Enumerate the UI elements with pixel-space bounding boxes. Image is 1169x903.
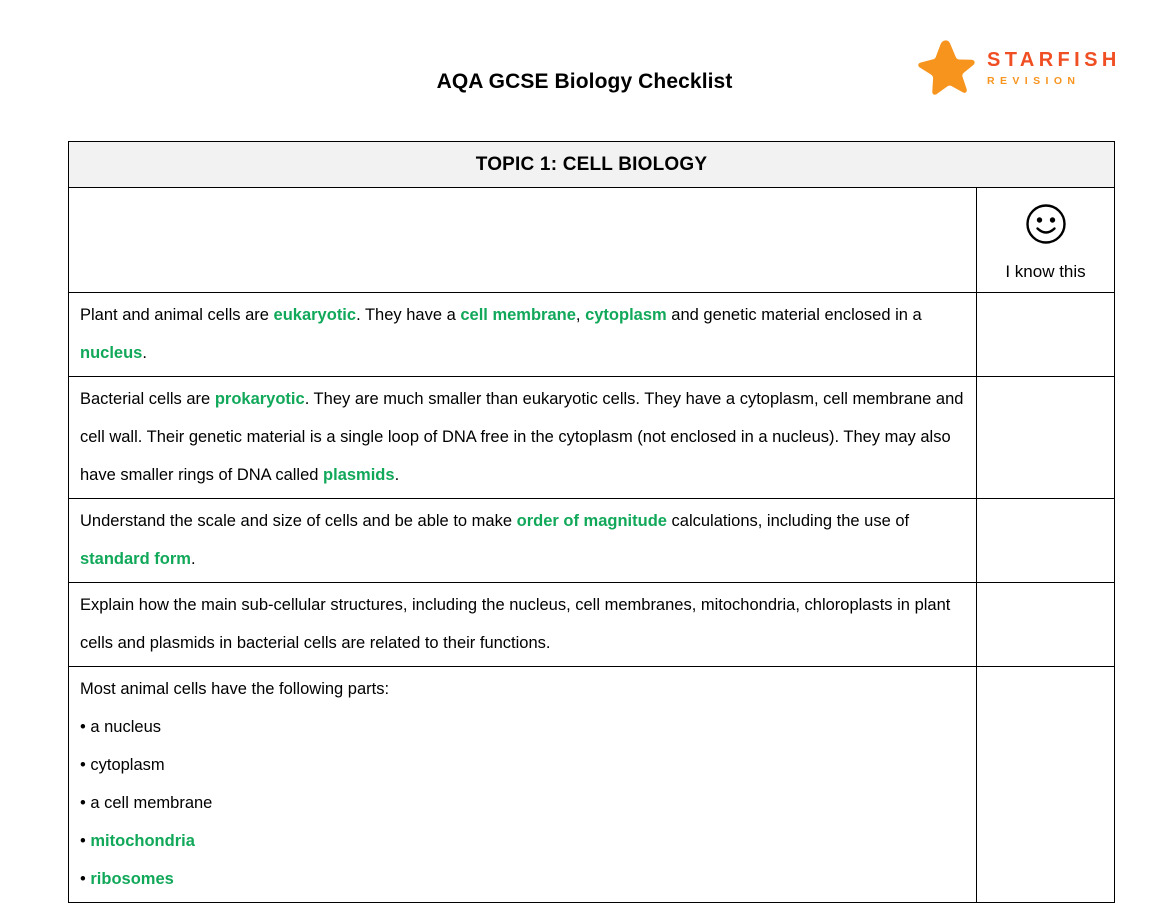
checklist-body [69, 142, 1115, 903]
bullet-icon: • [80, 794, 91, 812]
keyword-term: order of magnitude [516, 512, 667, 530]
keyword-term: mitochondria [90, 832, 195, 850]
checklist-table [68, 141, 1115, 903]
topic-title: TOPIC 1: CELL BIOLOGY [69, 142, 1115, 188]
topic-header-row [69, 142, 1115, 188]
statement-text: . [142, 344, 147, 362]
know-column-label: I know this [1005, 262, 1086, 281]
keyword-term: cytoplasm [585, 306, 667, 324]
i-know-this-checkbox-cell[interactable] [977, 499, 1115, 583]
keyword-term: standard form [80, 550, 191, 568]
statement-text: calculations, including the use of [666, 512, 910, 530]
i-know-this-checkbox-cell[interactable] [977, 583, 1115, 667]
checklist-row [69, 499, 1115, 583]
bullet-icon: • [80, 718, 91, 736]
keyword-term: ribosomes [90, 870, 174, 888]
statement-text: Understand the scale and size of cells and be able to make [80, 512, 517, 530]
list-item [80, 860, 966, 898]
keyword-term: cell membrane [460, 306, 576, 324]
statement-text: and genetic material enclosed in a [666, 306, 922, 324]
brand-logo [915, 36, 1120, 98]
bullet-icon: • [80, 756, 91, 774]
statement-cell [69, 667, 977, 903]
checklist-row [69, 667, 1115, 903]
checklist-row [69, 293, 1115, 377]
smiley-face-icon [1025, 203, 1067, 245]
statement-text: Plant and animal cells are [80, 306, 274, 324]
statement-text: Bacterial cells are [80, 390, 215, 408]
list-item [80, 784, 966, 822]
list-item [80, 822, 966, 860]
i-know-this-checkbox-cell[interactable] [977, 293, 1115, 377]
statement-text: . [394, 466, 400, 484]
checklist-row [69, 583, 1115, 667]
keyword-term: nucleus [80, 344, 143, 362]
list-item-label: a cell membrane [90, 794, 213, 812]
checklist-row [69, 377, 1115, 499]
statement-text: . [190, 550, 196, 568]
list-item-label: cytoplasm [90, 756, 165, 774]
list-item-label: a nucleus [90, 718, 162, 736]
column-header-row [69, 188, 1115, 293]
statement-cell [69, 499, 977, 583]
brand-subtitle: REVISION [987, 74, 1081, 87]
know-column-header [977, 188, 1115, 293]
page-title: AQA GCSE Biology Checklist [436, 70, 733, 93]
statement-cell [69, 293, 977, 377]
statement-column-header [69, 188, 977, 293]
list-intro: Most animal cells have the following parts: [80, 680, 390, 698]
statement-text: , [575, 306, 586, 324]
list-item [80, 708, 966, 746]
bullet-icon: • [80, 832, 91, 850]
starfish-icon [915, 38, 977, 96]
list-item [80, 746, 966, 784]
statement-text: . They are much smaller than eukaryotic cells. They have a cytoplasm, cell membrane and cell wall. Their genetic material is a single loop of DNA free in the cytoplasm (not enclosed in a nucleus). They may also have smaller rings of DNA called [80, 390, 964, 484]
brand-wordmark [987, 48, 1121, 87]
keyword-term: plasmids [323, 466, 395, 484]
keyword-term: eukaryotic [273, 306, 357, 324]
keyword-term: prokaryotic [214, 390, 305, 408]
statement-cell [69, 583, 977, 667]
i-know-this-checkbox-cell[interactable] [977, 667, 1115, 903]
brand-name: STARFISH [987, 48, 1121, 71]
bullet-icon: • [80, 870, 91, 888]
i-know-this-checkbox-cell[interactable] [977, 377, 1115, 499]
page-header [0, 0, 1169, 120]
statement-cell [69, 377, 977, 499]
statement-text: Explain how the main sub-cellular structures, including the nucleus, cell membranes, mitochondria, chloroplasts in plant cells and plasmids in bacterial cells are related to their functions. [80, 596, 951, 652]
statement-text: . They have a [356, 306, 461, 324]
